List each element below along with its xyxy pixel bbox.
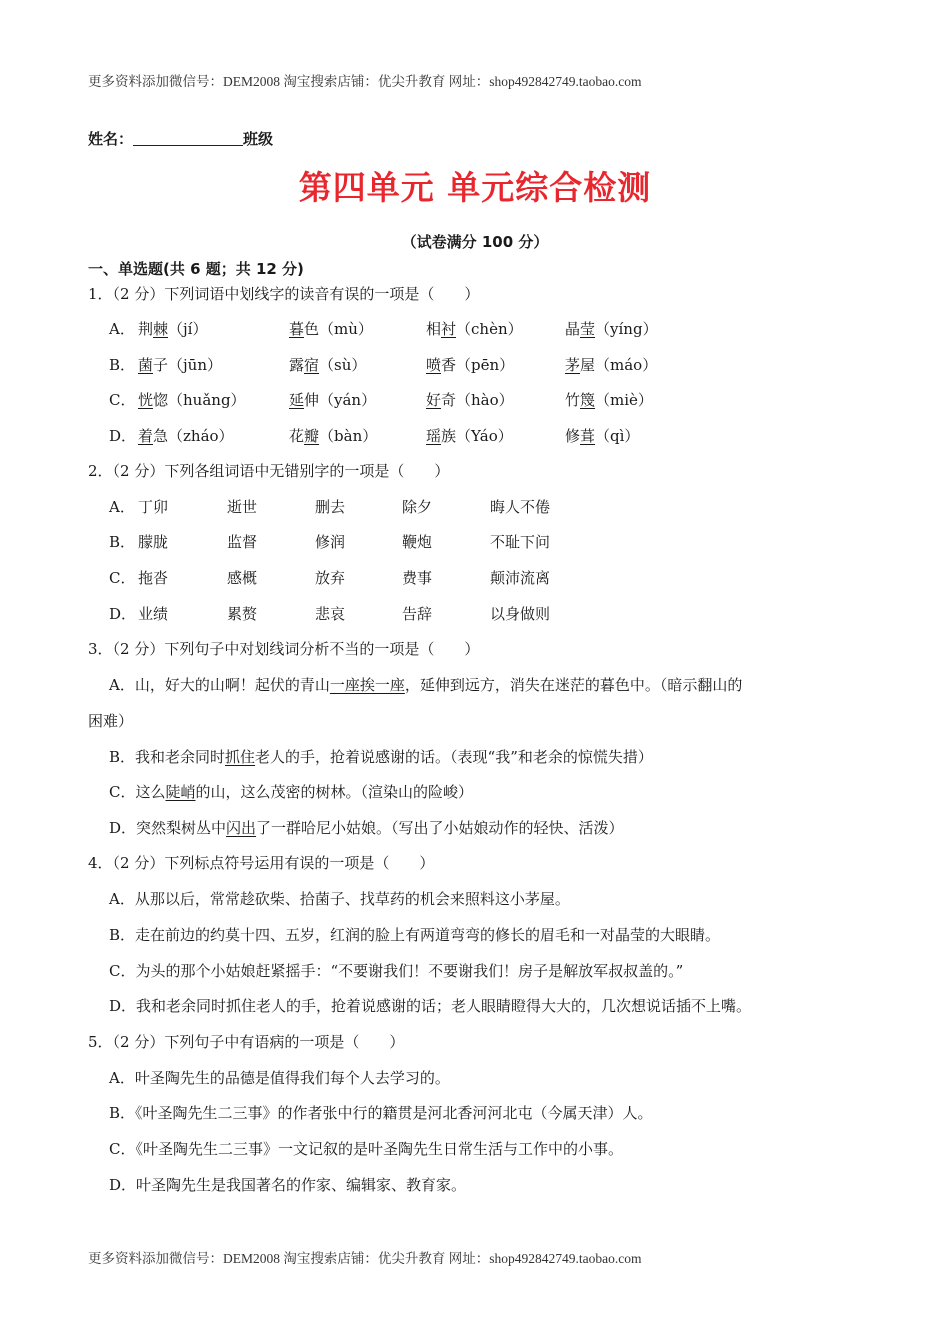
item-text: 露 <box>289 356 305 374</box>
option-word: 逝世 <box>227 498 258 516</box>
option-item <box>426 425 513 446</box>
option-word: 累赘 <box>227 605 258 623</box>
underlined-char: 茅 <box>565 356 581 374</box>
underlined-char: 恍 <box>138 391 154 409</box>
question-3-option-a <box>109 674 742 695</box>
option-text: 了一群哈尼小姑娘。（写出了小姑娘动作的轻快、活泼） <box>256 819 624 837</box>
item-text: 荆 <box>138 320 154 338</box>
underlined-phrase: 一座挨一座 <box>329 676 405 694</box>
option-word: 修润 <box>315 533 346 551</box>
option-item <box>426 354 514 375</box>
question-5-option-c: C．《叶圣陶先生二三事》一文记叙的是叶圣陶先生日常生活与工作中的小事。 <box>109 1140 623 1158</box>
page-title: 第四单元 单元综合检测 <box>298 168 652 207</box>
question-1-stem: 1．（2 分）下列词语中划线字的读音有误的一项是（ ） <box>88 285 480 303</box>
question-2-stem: 2．（2 分）下列各组词语中无错别字的一项是（ ） <box>88 462 450 480</box>
item-text: 修 <box>565 427 581 445</box>
underlined-phrase: 抓住 <box>225 748 256 766</box>
item-text: （qì） <box>595 427 640 445</box>
option-word: 除夕 <box>402 498 433 516</box>
option-word: 晦人不倦 <box>490 498 551 516</box>
question-3-option-d <box>109 817 624 838</box>
option-letter: D． <box>109 427 137 445</box>
option-word: 朦胧 <box>138 533 169 551</box>
underlined-char: 着 <box>138 427 154 445</box>
question-4-stem: 4．（2 分）下列标点符号运用有误的一项是（ ） <box>88 854 435 872</box>
question-3-option-a-continued: 困难） <box>88 712 134 730</box>
option-item <box>565 389 653 410</box>
option-text: B．我和老余同时 <box>109 748 226 766</box>
option-word: 感概 <box>227 569 258 587</box>
item-text: （jí） <box>168 320 208 338</box>
option-item <box>565 425 639 446</box>
option-word: 告辞 <box>402 605 433 623</box>
item-text: 相 <box>426 320 442 338</box>
option-item <box>565 318 658 339</box>
question-2-option-a <box>0 496 950 518</box>
class-label: 班级 <box>243 130 274 148</box>
option-item <box>426 389 514 410</box>
question-5-option-a: A．叶圣陶先生的品德是值得我们每个人去学习的。 <box>109 1069 450 1087</box>
option-word: 费事 <box>402 569 433 587</box>
underlined-char: 延 <box>289 391 305 409</box>
question-3-option-c <box>109 781 473 802</box>
question-4-option-b: B．走在前边的约莫十四、五岁，红润的脸上有两道弯弯的修长的眉毛和一对晶莹的大眼睛。 <box>109 926 721 944</box>
question-1-option-c <box>0 389 950 411</box>
underlined-char: 喷 <box>426 356 442 374</box>
item-text: （bàn） <box>319 427 378 445</box>
question-4-option-d: D．我和老余同时抓住老人的手，抢着说感谢的话；老人眼睛瞪得大大的，几次想说话插不上嘴。 <box>109 997 752 1015</box>
item-text: （chèn） <box>456 320 523 338</box>
name-class-line <box>88 128 273 149</box>
item-text: 色（mù） <box>304 320 373 338</box>
option-word: 删去 <box>315 498 346 516</box>
question-2-option-d <box>0 603 950 625</box>
item-text: （yíng） <box>595 320 658 338</box>
option-letter: C． <box>109 391 136 409</box>
page-footer: 更多资料添加微信号：DEM2008 淘宝搜索店铺：优尖升教育 网址：shop492842749.taobao.com <box>88 1251 642 1266</box>
item-text: 族（Yáo） <box>441 427 513 445</box>
option-word: 丁卯 <box>138 498 169 516</box>
underlined-char: 瑶 <box>426 427 442 445</box>
question-5-option-b: B．《叶圣陶先生二三事》的作者张中行的籍贯是河北香河河北屯（今属天津）人。 <box>109 1104 653 1122</box>
option-letter: B． <box>109 356 136 374</box>
item-text: 花 <box>289 427 305 445</box>
question-3-stem: 3．（2 分）下列句子中对划线词分析不当的一项是（ ） <box>88 640 480 658</box>
question-2-option-c <box>0 567 950 589</box>
underlined-char: 篾 <box>580 391 596 409</box>
option-item <box>289 318 373 339</box>
question-2-option-b <box>0 531 950 553</box>
item-text: 子（jūn） <box>153 356 222 374</box>
item-text: 晶 <box>565 320 581 338</box>
item-text: 香（pēn） <box>441 356 515 374</box>
question-3-option-b <box>109 746 653 767</box>
underlined-phrase: 陡峭 <box>165 783 196 801</box>
item-text: （sù） <box>319 356 367 374</box>
item-text: 屋（máo） <box>580 356 658 374</box>
item-text: （miè） <box>595 391 653 409</box>
option-word: 颠沛流离 <box>490 569 551 587</box>
option-text: A．山，好大的山啊！起伏的青山 <box>109 676 330 694</box>
option-word: 悲哀 <box>315 605 346 623</box>
item-text: 急（zháo） <box>153 427 234 445</box>
option-item <box>289 389 376 410</box>
underlined-char: 好 <box>426 391 442 409</box>
option-item <box>426 318 523 339</box>
option-item <box>565 354 657 375</box>
option-letter: B． <box>109 533 136 551</box>
option-word: 拖沓 <box>138 569 169 587</box>
underlined-char: 宿 <box>304 356 320 374</box>
page-header: 更多资料添加微信号：DEM2008 淘宝搜索店铺：优尖升教育 网址：shop492842749.taobao.com <box>88 74 642 89</box>
option-text: C．这么 <box>109 783 166 801</box>
underlined-char: 菌 <box>138 356 154 374</box>
option-text: D．突然梨树丛中 <box>109 819 227 837</box>
option-letter: D． <box>109 605 137 623</box>
name-blank[interactable] <box>133 130 243 146</box>
option-item <box>138 354 222 375</box>
question-5-stem: 5．（2 分）下列句子中有语病的一项是（ ） <box>88 1033 405 1051</box>
option-word: 不耻下问 <box>490 533 551 551</box>
option-text: ，延伸到远方，消失在迷茫的暮色中。（暗示翻山的 <box>404 676 743 694</box>
option-word: 监督 <box>227 533 258 551</box>
option-item <box>138 318 207 339</box>
option-word: 鞭炮 <box>402 533 433 551</box>
underlined-char: 衬 <box>441 320 457 338</box>
item-text: 惚（huǎng） <box>153 391 246 409</box>
option-item <box>289 425 377 446</box>
item-text: 伸（yán） <box>304 391 377 409</box>
option-item <box>138 389 246 410</box>
question-1-option-b <box>0 354 950 376</box>
underlined-phrase: 闪出 <box>226 819 257 837</box>
option-item <box>138 425 234 446</box>
section-heading: 一、单选题(共 6 题；共 12 分) <box>88 260 304 278</box>
item-text: 竹 <box>565 391 581 409</box>
underlined-char: 葺 <box>580 427 596 445</box>
option-word: 业绩 <box>138 605 169 623</box>
option-letter: A． <box>109 320 135 338</box>
option-letter: C． <box>109 569 136 587</box>
underlined-char: 棘 <box>153 320 169 338</box>
option-letter: A． <box>109 498 135 516</box>
underlined-char: 瓣 <box>304 427 320 445</box>
option-text: 老人的手，抢着说感谢的话。（表现“我”和老余的惊慌失措） <box>255 748 653 766</box>
question-4-option-a: A．从那以后，常常趁砍柴、拾菌子、找草药的机会来照料这小茅屋。 <box>109 890 570 908</box>
question-4-option-c: C．为头的那个小姑娘赶紧摇手：“不要谢我们！不要谢我们！房子是解放军叔叔盖的。” <box>109 962 684 980</box>
question-1-option-a <box>0 318 950 340</box>
option-text: 的山，这么茂密的树林。（渲染山的险峻） <box>195 783 474 801</box>
name-label: 姓名： <box>88 130 134 148</box>
item-text: 奇（hào） <box>441 391 514 409</box>
option-word: 放弃 <box>315 569 346 587</box>
question-1-option-d <box>0 425 950 447</box>
option-word: 以身做则 <box>490 605 551 623</box>
question-5-option-d: D．叶圣陶先生是我国著名的作家、编辑家、教育家。 <box>109 1176 467 1194</box>
page-subtitle: （试卷满分 100 分） <box>401 233 549 251</box>
option-item <box>289 354 366 375</box>
underlined-char: 暮 <box>289 320 305 338</box>
underlined-char: 莹 <box>580 320 596 338</box>
